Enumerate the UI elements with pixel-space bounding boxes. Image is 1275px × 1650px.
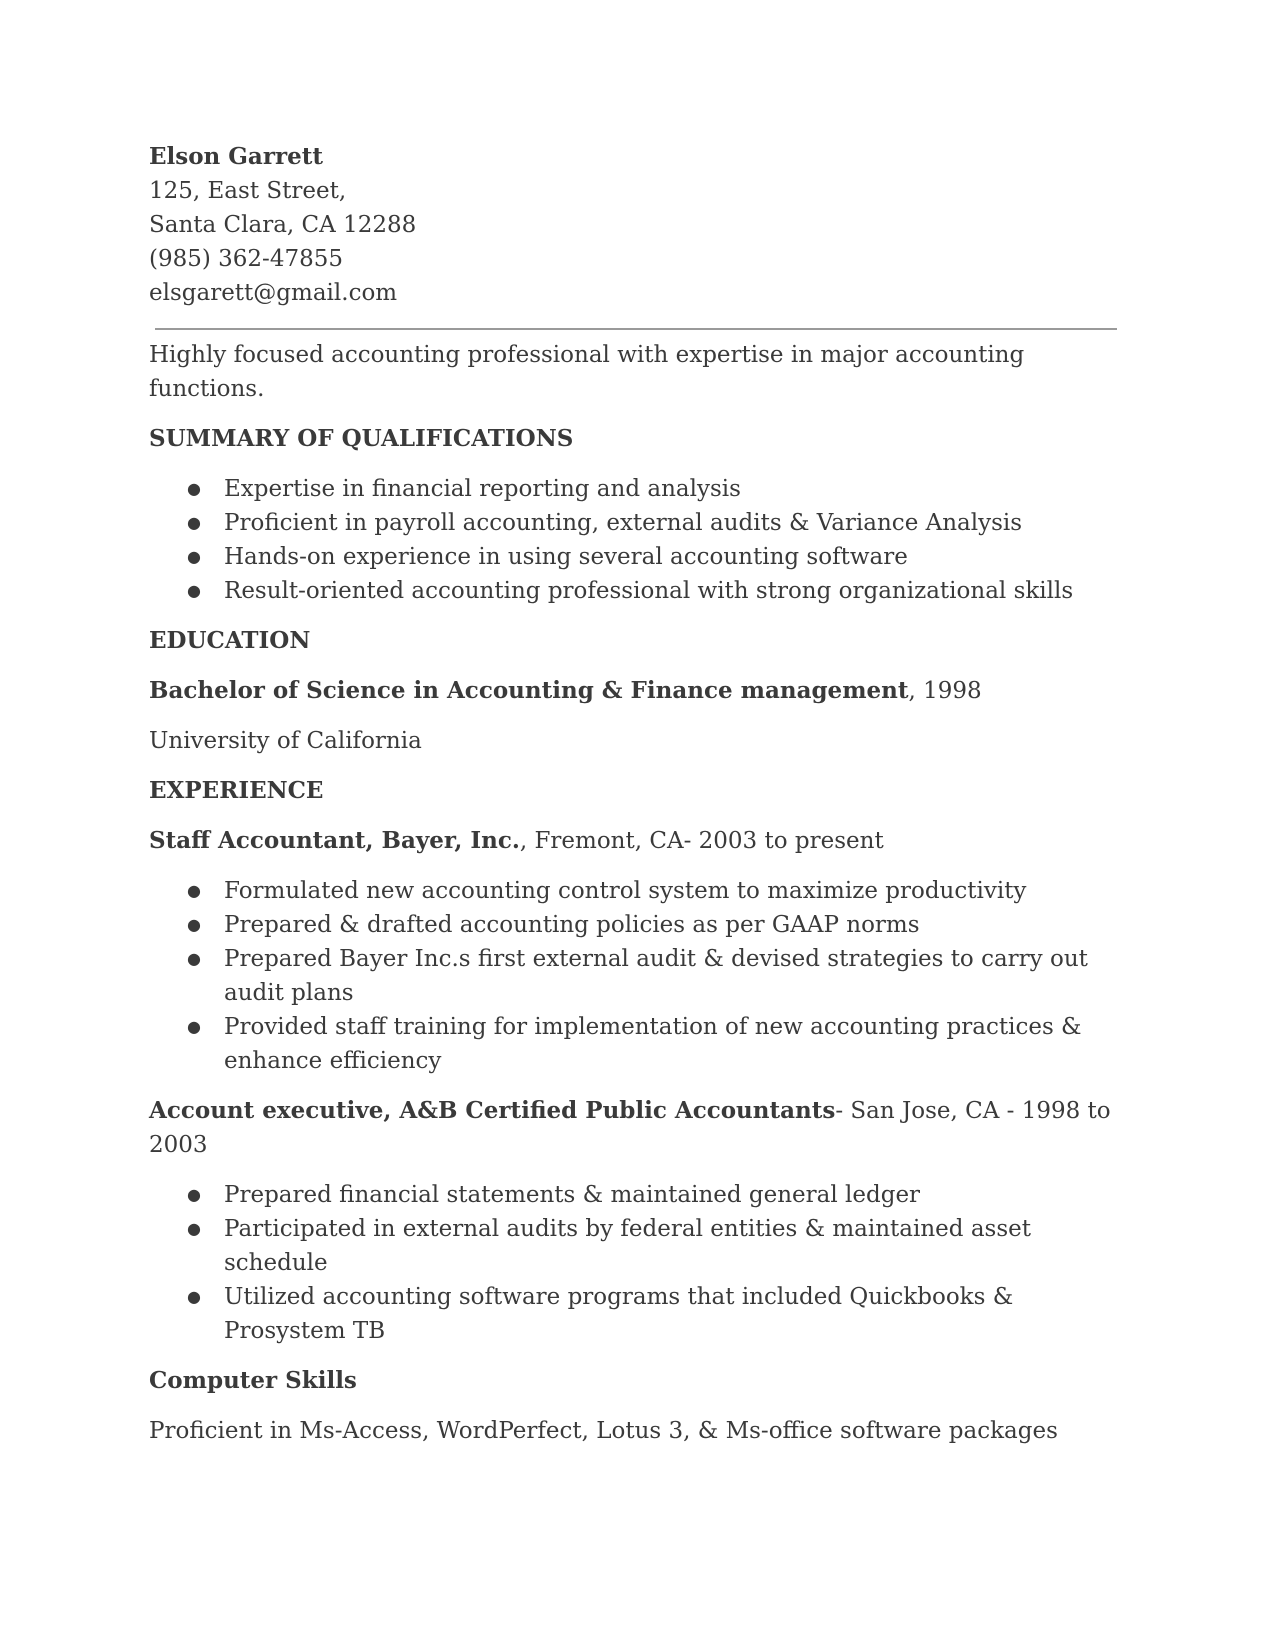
job-details: - San Jose, CA - 1998 to 2003: [149, 1098, 1111, 1158]
degree-year: , 1998: [908, 678, 982, 704]
resume-page: [149, 140, 1139, 1448]
address-street: 125, East Street,: [149, 178, 347, 204]
address-city: Santa Clara, CA 12288: [149, 212, 417, 238]
list-item: ● Hands-on experience in using several accounting software: [149, 540, 1139, 574]
applicant-name: Elson Garrett: [149, 143, 323, 170]
list-item: ● Provided staff training for implementation of new accounting practices & enhance efficiency: [149, 1010, 1139, 1078]
list-item: ● Result-oriented accounting professional with strong organizational skills: [149, 574, 1139, 608]
list-item: ● Prepared financial statements & maintained general ledger: [149, 1178, 1139, 1212]
qualifications-heading: SUMMARY OF QUALIFICATIONS: [149, 425, 574, 452]
list-item: ● Participated in external audits by federal entities & maintained asset schedule: [149, 1212, 1139, 1280]
experience-heading: EXPERIENCE: [149, 777, 324, 804]
email-address: elsgarett@gmail.com: [149, 280, 398, 306]
job-line: [149, 824, 1139, 858]
list-item: ● Expertise in financial reporting and analysis: [149, 472, 1139, 506]
degree-title: Bachelor of Science in Accounting & Finance management: [149, 677, 909, 704]
skills-text: Proficient in Ms-Access, WordPerfect, Lotus 3, & Ms-office software packages: [149, 1418, 1058, 1444]
phone-number: (985) 362-47855: [149, 246, 343, 272]
list-item: ● Prepared & drafted accounting policies as per GAAP norms: [149, 908, 1139, 942]
school-name: University of California: [149, 728, 422, 754]
skills-heading: Computer Skills: [149, 1367, 357, 1394]
job-duties-list: [149, 874, 1139, 1078]
job-details: , Fremont, CA- 2003 to present: [519, 828, 884, 854]
profile-summary: Highly focused accounting professional with expertise in major accounting functions.: [149, 342, 1025, 402]
job-title: Staff Accountant, Bayer, Inc.: [149, 827, 520, 854]
contact-block: [149, 140, 1139, 310]
qualifications-list: [149, 472, 1139, 608]
list-item: ● Utilized accounting software programs that included Quickbooks & Prosystem TB: [149, 1280, 1139, 1348]
job-line: [149, 1094, 1139, 1162]
horizontal-divider: [155, 328, 1117, 330]
job-title: Account executive, A&B Certified Public Accountants: [149, 1097, 836, 1124]
job-duties-list: [149, 1178, 1139, 1348]
list-item: ● Prepared Bayer Inc.s first external audit & devised strategies to carry out audit plans: [149, 942, 1139, 1010]
education-heading: EDUCATION: [149, 627, 311, 654]
list-item: ● Proficient in payroll accounting, external audits & Variance Analysis: [149, 506, 1139, 540]
degree-line: [149, 674, 1139, 708]
list-item: ● Formulated new accounting control system to maximize productivity: [149, 874, 1139, 908]
